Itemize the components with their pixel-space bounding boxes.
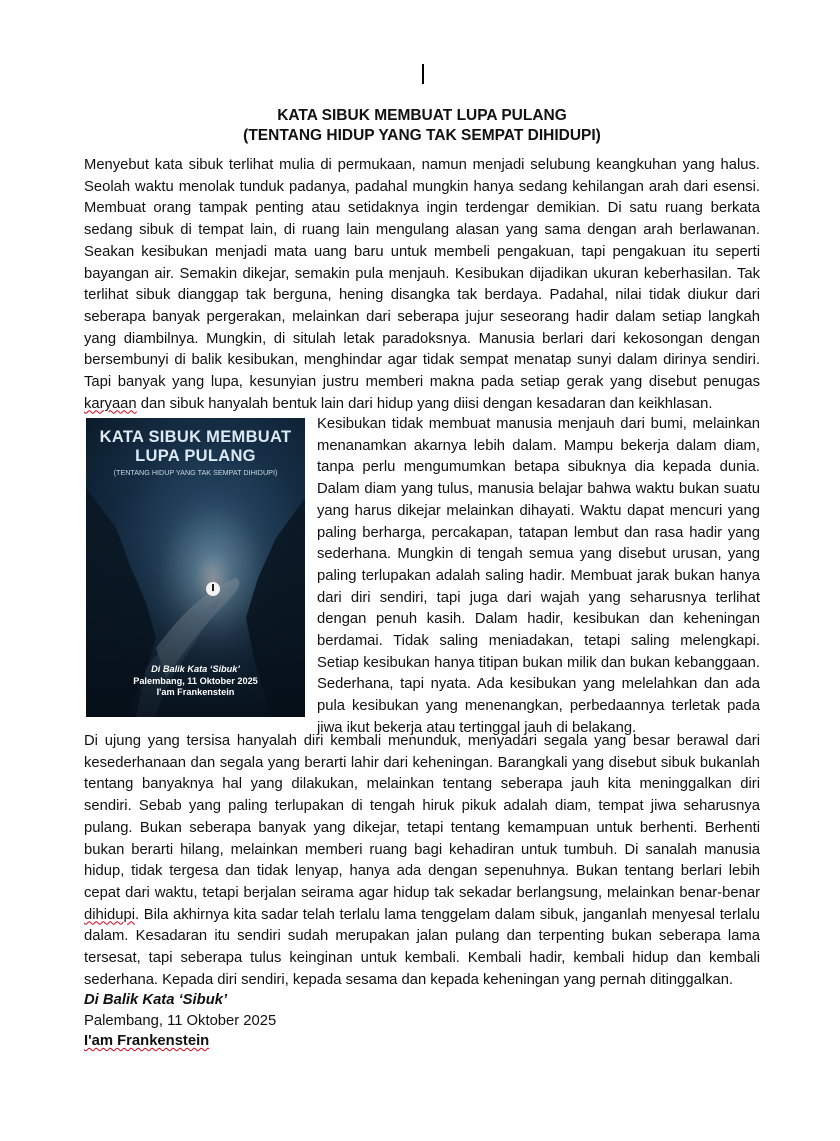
poster-image — [86, 418, 305, 717]
poster-foot-line-2: Palembang, 11 Oktober 2025 — [133, 675, 258, 686]
poster-title — [86, 428, 305, 466]
text-cursor — [422, 64, 424, 84]
poster-foot-line-1: Di Balik Kata ‘Sibuk’ — [151, 664, 240, 674]
poster-subtitle: (TENTANG HIDUP YANG TAK SEMPAT DIHIDUPI) — [113, 468, 278, 477]
paragraph-3-text-a: Di ujung yang tersisa hanyalah diri kembali menunduk, menyadari segala yang besar berawal dari kesederhanaan dan segala yang berarti lahir dari keheningan. Barangkali yang disebut sibuk bukanlah tentang banyaknya hal yang dilakukan, melainkan tentang seberapa jauh kita meninggalkan diri sendiri. Sebab yang paling terlupakan di tengah hiruk pikuk adalah diam, tempat jiwa seharusnya pulang. Bukan seberapa banyak yang dikejar, tetapi tentang kemampuan untuk berhenti. Berhenti bukan berarti hilang, melainkan memberi ruang bagi kehadiran untuk tumbuh. Di sanalah manusia hidup, tidak tergesa dan tidak lenyap, hanya ada dengan sepenuhnya. Bukan tentang berlari lebih cepat dari waktu, tetapi berjalan seirama agar hidup tak sekadar berlangsung, melainkan benar-benar — [84, 733, 760, 901]
signature-line-3[interactable]: I'am Frankenstein — [84, 1033, 210, 1049]
paragraph-3-text-b: . Bila akhirnya kita sadar telah terlalu lama tenggelam dalam sibuk, janganlah menyesal terlalu dalam. Kesadaran itu sendiri sudah merupakan jalan pulang dan terpenting bukan seberapa lama tersesat, tapi seberapa tulus keinginan untuk kembali. Kembali hadir, kembali hidup dan kembali sederhana. Kepada diri sendiri, kepada sesama dan kepada keheningan yang pernah ditinggalkan. — [84, 906, 760, 988]
document-title — [84, 106, 760, 146]
signature-line-1: Di Balik Kata ‘Sibuk’ — [84, 992, 228, 1008]
paragraph-1[interactable] — [84, 155, 760, 415]
signature-line-2: Palembang, 11 Oktober 2025 — [84, 1012, 277, 1029]
title-line-2: (TENTANG HIDUP YANG TAK SEMPAT DIHIDUPI) — [243, 127, 601, 144]
spelling-flag-dihidupi[interactable]: dihidupi — [84, 906, 136, 923]
poster-title-line-1: KATA SIBUK MEMBUAT — [99, 428, 292, 446]
paragraph-1-text-b: dan sibuk hanyalah bentuk lain dari hidup yang diisi dengan kesadaran dan keikhlasan. — [136, 395, 713, 412]
paragraph-2[interactable]: Kesibukan tidak membuat manusia menjauh dari bumi, melainkan menanamkan akarnya lebih dalam. Mampu bekerja dalam diam, tanpa perlu mengumumkan betapa sibuknya dia kepada dunia. Dalam diam yang tulus, manusia belajar bahwa waktu bukan suatu yang harus dikejar melainkan dihayati. Waktu dapat mencuri yang paling berharga, percakapan, tatapan lembut dan rasa hadir yang sederhana. Mungkin di tengah semua yang disebut urusan, yang paling terlupakan adalah saling hadir. Membuat jarak bukan hanya dari diri sendiri, tapi juga dari wajah yang seharusnya terlihat dengan penuh kasih. Dalam hadir, kesibukan dan keheningan berdamai. Tidak saling meniadakan, tetapi saling melengkapi. Setiap kesibukan hanya titipan bukan milik dan bukan kebanggaan. Sederhana, tapi nyata. Ada kesibukan yang melelahkan dan ada pula kesibukan yang menenangkan, perbedaannya terletak pada jiwa ikut bekerja atau tertinggal jauh di belakang. — [317, 416, 760, 736]
paragraph-1-text-a: Menyebut kata sibuk terlihat mulia di permukaan, namun menjadi selubung keangkuhan yang halus. Seolah waktu menolak tunduk padanya, padahal mungkin hanya sedang kehilangan arah dari esensi. Membuat orang tampak penting atau setidaknya ingin terdengar demikian. Di satu ruang berkata sedang sibuk di tempat lain, di ruang lain mengulang alasan yang sama dengan arah berlawanan. Seakan kesibukan menjadi mata uang baru untuk membeli pengakuan, tapi pengakuan itu seperti bayangan air. Semakin dikejar, semakin pula menjauh. Kesibukan dijadikan ukuran keberhasilan. Tak terlihat sibuk dianggap tak berguna, hening disangka tak berdaya. Padahal, nilai tidak diukur dari seberapa banyak pergerakan, melainkan dari seberapa jujur seseorang hadir dalam setiap langkah yang diambilnya. Mungkin, di situlah letak paradoksnya. Manusia berlari dari kekosongan dengan bersembunyi di balik kesibukan, menghindar agar tidak sempat menatap sunyi dalam dirinya sendiri. Tapi banyak yang lupa, kesunyian justru memberi makna pada setiap gerak yang disebut penugas — [84, 157, 760, 391]
title-line-1: KATA SIBUK MEMBUAT LUPA PULANG — [277, 107, 567, 124]
spelling-flag-karyaan[interactable]: karyaan — [84, 395, 137, 412]
poster-title-line-2: LUPA PULANG — [135, 447, 256, 465]
poster-foot-line-3: I'am Frankenstein — [156, 687, 235, 697]
paragraph-3[interactable] — [84, 731, 760, 991]
signature-block — [84, 990, 276, 1052]
poster-footer — [86, 664, 305, 699]
